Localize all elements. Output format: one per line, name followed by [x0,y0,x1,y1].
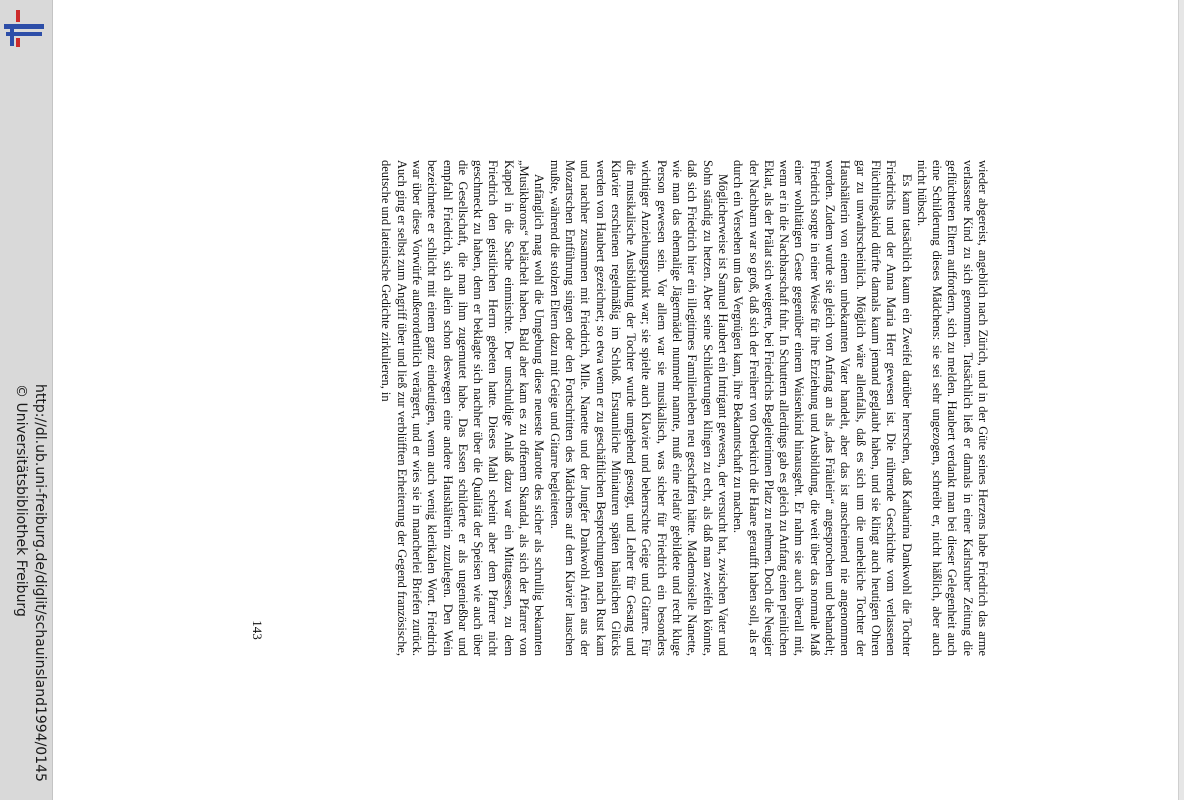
copyright-notice: © Universitätsbibliothek Freiburg [13,384,29,617]
sidebar [0,0,53,800]
paragraph: wieder abgereist, angeblich nach Zürich, und in der Güte seines Herzens habe Friedrich das arme verlassene Kind zu sich genommen. Tatsächlich ließ er damals in einer Karlsruher Zeitung die geflüchteten Eltern auffordern, sich zu melden. Haubert verdankt man bei dieser Gelegenheit auch eine Schilderung dieses Mädchens: sie sei sehr ungezogen, schreibt er, nicht häßlich, aber auch nicht hübsch. [914,160,990,656]
page-edge [1178,0,1184,800]
page-number: 143 [249,620,265,640]
paragraph: Anfänglich mag wohl die Umgebung diese neueste Marotte des sicher als schrullig bekannten „Musikbarons“ belächelt haben. Bald aber kam es zu offenem Skandal, als sich der Pfarrer von Kappel in die Sache einmischte. Der unschuldige Anlaß dazu war ein Mittagessen, zu dem Friedrich den geistlichen Herrn gebeten hatte. Dieses Mahl scheint aber dem Pfarrer nicht geschmeckt zu haben, denn er beklagte sich nachher über die Qualität der Speisen wie auch über die Gesellschaft, die man ihm zugemutet habe. Das Essen schilderte er als ungenießbar und empfahl Friedrich, sich allein schon deswegen eine andere Haushälterin zuzulegen. Den Wein bezeichnete er schlicht mit einem ganz eindeutigen, wenn auch wenig klerikalen Wort. Friedrich war über diese Vorwürfe außerordentlich verärgert, und er wies sie in mancherlei Briefen zurück. Auch ging er selbst zum Angriff über und ließ zur verblüfften Erheiterung der Gegend französische, deutsche und lateinische Gedichte zirkulieren, in [379,160,547,656]
sidebar-source-text [0,0,52,800]
paragraph: Es kann tatsächlich kaum ein Zweifel darüber herrschen, daß Katharina Dankwohl die Tochter Friedrichs und der Anna Maria Herr gewesen ist. Die rührende Geschichte vom verlassenen Flüchtlingskind dürfte damals kaum jemand geglaubt haben, und sie klingt auch heutigen Ohren gar zu unwahrscheinlich. Möglich wäre allenfalls, daß es sich um die uneheliche Tochter der Haushälterin von einem unbekannten Vater handelt, aber das ist anscheinend nie angenommen worden. Zudem wurde sie gleich von Anfang an als „das Fräulein“ angesprochen und behandelt; Friedrich sorgte in einer Weise für ihre Erziehung und Ausbildung, die weit über das normale Maß einer wohltätigen Geste gegenüber einem Waisenkind hinausgeht. Er nahm sie auch überall mit, wenn er in die Nachbarschaft fuhr. In Schuttern allerdings gab es gleich zu Anfang einen peinlichen Eklat, als der Prälat sich weigerte, bei Friedrichs Begleiterinnen Platz zu nehmen. Doch die Neugier der Nachbarn war so groß, daß sich der Freiherr von Oberkirch die Haare geraufft haben soll, als er durch ein Versehen um das Vergnügen kam, ihre Bekanntschaft zu machen. [731,160,914,656]
page-body-text [255,160,990,656]
source-url[interactable]: http://dl.ub.uni-freiburg.de/diglit/schauinsland1994/0145 [32,384,48,782]
paragraph: Möglicherweise ist Samuel Haubert ein Intrigant gewesen, der versucht hat, zwischen Vater und Sohn ständig zu hetzen. Aber seine Schilderungen klingen zu echt, als daß man zweifeln könnte, daß sich Friedrich hier ein illegitimes Familienleben neu geschaffen hätte. Mademoiselle Nanette, wie man das ehemalige Jägermädel nunmehr nannte, muß eine relativ gebildete und recht kluge Person gewesen sein. Vor allem war sie musikalisch, was sicher für Friedrich ein besonders wichtiger Anziehungspunkt war; sie spielte auch Klavier und beherrschte Geige und Gitarre. Für die musikalische Ausbildung der Tochter wurde umgehend gesorgt, und Lehrer für Gesang und Klavier erschienen regelmäßig im Schloß. Erstaunliche Miniaturen späten häuslichen Glücks werden von Haubert gezeichnet; so etwa wenn er zu geschäftlichen Besprechungen nach Rust kam und nachher zusammen mit Friedrich, Mlle. Nanette und der Jungfer Dankwohl Arien aus der Mozartschen Entführung singen oder den Fortschritten des Mädchens auf dem Klavier lauschen mußte, während die stolzen Eltern dazu mit Geige und Gitarre begleiteten. [547,160,730,656]
